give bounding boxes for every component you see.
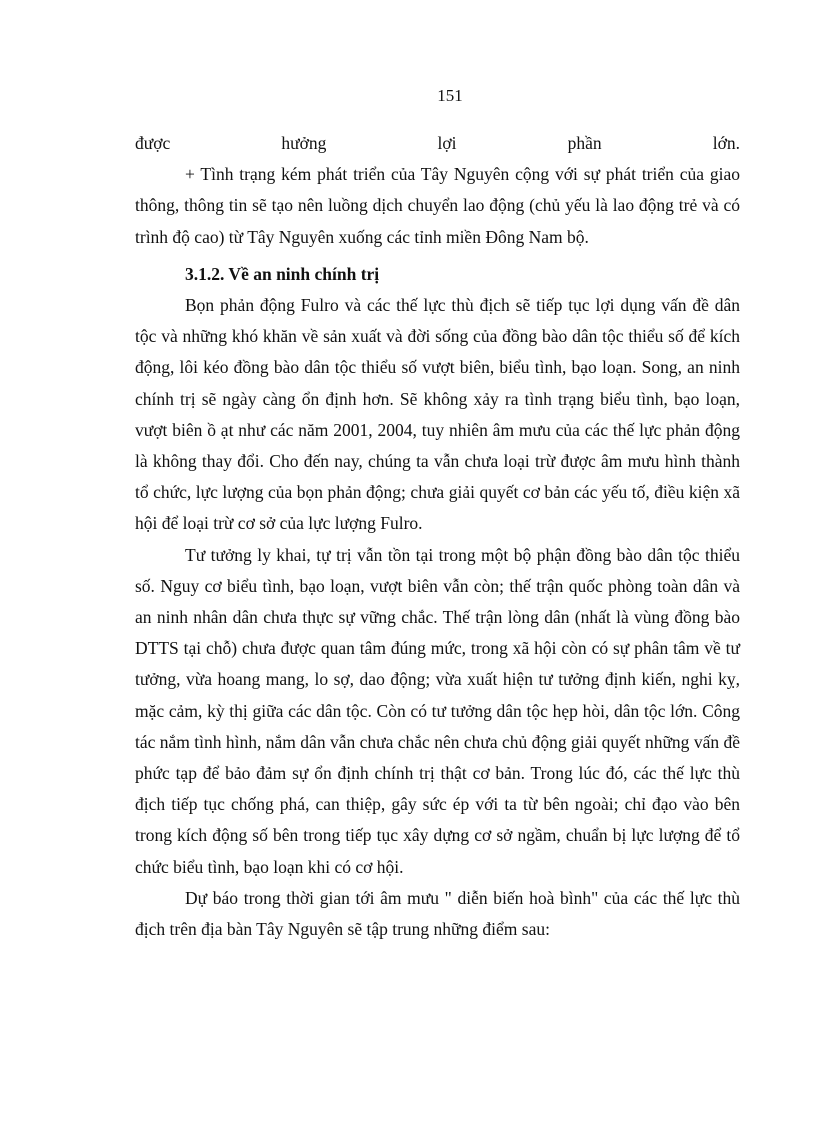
paragraph-forecast: Dự báo trong thời gian tới âm mưu " diễn biến hoà bình" của các thế lực thù địch trên địa bàn Tây Nguyên sẽ tập trung những điểm sau: — [135, 887, 740, 940]
document-body — [135, 128, 740, 945]
paragraph-labor-migration: + Tình trạng kém phát triển của Tây Nguyên cộng với sự phát triển của giao thông, thông tin sẽ tạo nên luồng dịch chuyển lao động (chủ yếu là lao động trẻ và có trình độ cao) từ Tây Nguyên xuống các tỉnh miền Đông Nam bộ. — [135, 164, 740, 247]
paragraph-separatism: Tư tưởng ly khai, tự trị vẫn tồn tại trong một bộ phận đồng bào dân tộc thiểu số. Nguy cơ biểu tình, bạo loạn, vượt biên vẫn còn; thế trận quốc phòng toàn dân và an ninh nhân dân chưa thực sự vững chắc. Thế trận lòng dân (nhất là vùng đồng bào DTTS tại chỗ) chưa được quan tâm đúng mức, trong xã hội còn có sự phân tâm về tư tưởng, vừa hoang mang, lo sợ, dao động; vừa xuất hiện tư tưởng định kiến, nghi kỵ, mặc cảm, kỳ thị giữa các dân tộc. Còn có tư tưởng dân tộc hẹp hòi, dân tộc lớn. Công tác nắm tình hình, nắm dân vẫn chưa chắc nên chưa chủ động giải quyết những vấn đề phức tạp để bảo đảm sự ổn định chính trị thật cơ bản. Trong lúc đó, các thế lực thù địch tiếp tục chống phá, can thiệp, gây sức ép với ta từ bên ngoài; chỉ đạo vào bên trong kích động số bên trong tiếp tục xây dựng cơ sở ngầm, chuẩn bị lực lượng để tổ chức biểu tình, bạo loạn khi có cơ hội. — [135, 544, 740, 877]
paragraph-fulro: Bọn phản động Fulro và các thế lực thù địch sẽ tiếp tục lợi dụng vấn đề dân tộc và những khó khăn về sản xuất và đời sống của đồng bào dân tộc thiểu số để kích động, lôi kéo đồng bào dân tộc thiểu số vượt biên, biểu tình, bạo loạn. Song, an ninh chính trị sẽ ngày càng ổn định hơn. Sẽ không xảy ra tình trạng biểu tình, bạo loạn, vượt biên ồ ạt như các năm 2001, 2004, tuy nhiên âm mưu của các thế lực phản động là không thay đổi. Cho đến nay, chúng ta vẫn chưa loại trừ được âm mưu hình thành tổ chức, lực lượng của bọn phản động; chưa giải quyết cơ bản các yếu tố, điều kiện xã hội để loại trừ cơ sở của lực lượng Fulro. — [135, 295, 740, 534]
paragraph-continuation: được hưởng lợi phần lớn. — [135, 133, 740, 153]
page-number: 151 — [437, 86, 463, 105]
section-heading: 3.1.2. Về an ninh chính trị — [185, 263, 380, 284]
